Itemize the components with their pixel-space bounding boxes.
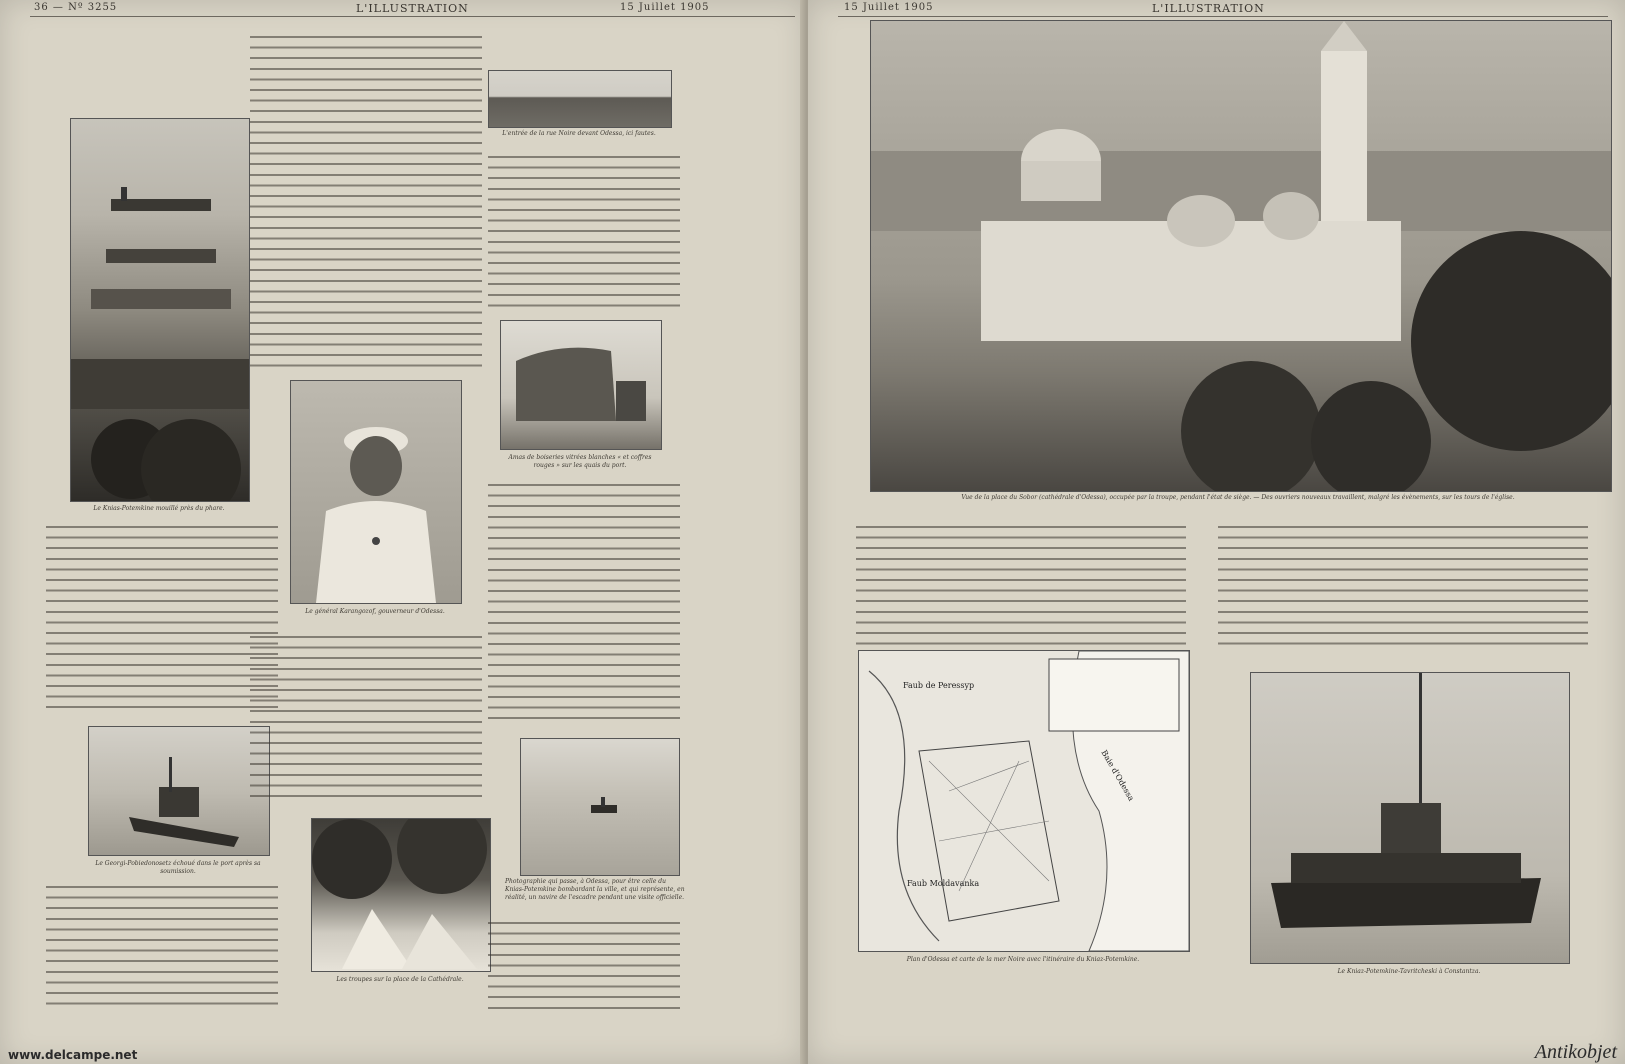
left-page: [0, 0, 806, 1064]
photo-cathedral: [870, 20, 1612, 492]
text-col2-a: [250, 30, 482, 370]
photo-ruins: [500, 320, 662, 450]
text-col1-b: [46, 880, 278, 1008]
photo-general: [290, 380, 462, 604]
text-col3-b: [488, 478, 680, 728]
map-label-peressyp: Faub de Peressyp: [903, 681, 975, 690]
watermark-text: www.delcampe.net: [8, 1048, 138, 1062]
text-right-col1: [856, 520, 1186, 652]
text-col3-c: [488, 916, 680, 1010]
text-col2-b: [250, 630, 482, 802]
caption-troops: Les troupes sur la place de la Cathédrale.: [336, 976, 464, 983]
text-right-col2: [1218, 520, 1588, 652]
photo-potemkine: [520, 738, 680, 876]
photo-troops: [311, 818, 491, 972]
right-page-title: L'ILLUSTRATION: [1152, 2, 1265, 15]
map-label-sea: Baie d'Odessa: [1099, 748, 1136, 803]
potemkine-illustration: [521, 739, 679, 875]
general-illustration: [291, 381, 461, 603]
caption-black-sea: L'entrée de la rue Noire devant Odessa, ici fautes.: [502, 130, 656, 137]
photo-black-sea: [488, 70, 672, 128]
right-page-date: 15 Juillet 1905: [844, 2, 934, 13]
right-header-rule: [838, 16, 1608, 17]
left-page-date: 15 Juillet 1905: [620, 2, 710, 13]
text-col1-a: [46, 520, 278, 710]
cathedral-illustration: [871, 21, 1611, 491]
left-header-rule: [30, 16, 795, 17]
map-odessa: [858, 650, 1190, 952]
harbor-illustration: [71, 119, 249, 501]
battleship-illustration: [1251, 673, 1569, 963]
troops-illustration: [312, 819, 490, 971]
left-page-title: L'ILLUSTRATION: [356, 2, 469, 15]
georgi-illustration: [89, 727, 269, 855]
photo-georgi: [88, 726, 270, 856]
caption-general: Le général Karangozof, gouverneur d'Odessa.: [305, 608, 445, 615]
photo-harbor: [70, 118, 250, 502]
caption-map: Plan d'Odessa et carte de la mer Noire avec l'itinéraire du Kniaz-Potemkine.: [906, 956, 1140, 963]
text-col3-a: [488, 150, 680, 312]
right-page: [808, 0, 1625, 1064]
caption-potemkine: Photographie qui passe, à Odessa, pour être celle du Knias-Potemkine bombardant la ville, et qui représente, en réalité, un navire de l'escadre pendant une visite officielle.: [505, 878, 685, 901]
map-illustration: [859, 651, 1189, 951]
caption-cathedral: Vue de la place du Sobor (cathédrale d'Odessa), occupée par la troupe, pendant l'état de siège. — Des ouvriers nouveaux travaillent, malgré les évènements, sur les tours de l'église.: [961, 494, 1515, 501]
caption-knaz-harbor: Le Knias-Potemkine mouillé près du phare.: [93, 505, 225, 512]
ruins-illustration: [501, 321, 661, 449]
caption-ruins: Amas de boiseries vitrées blanches « et coffres rouges » sur les quais du port.: [508, 454, 652, 469]
photo-battleship: [1250, 672, 1570, 964]
left-page-number: 36 — Nº 3255: [34, 2, 118, 13]
caption-battleship: Le Kniaz-Potemkine-Tavritcheski à Constantza.: [1337, 968, 1481, 975]
seller-name: Antikobjet: [1534, 1041, 1617, 1063]
caption-georgi: Le Georgi-Pobiedonosetz échoué dans le port après sa soumission.: [95, 860, 261, 875]
map-label-moldavanka: Faub Moldavanka: [907, 879, 980, 888]
